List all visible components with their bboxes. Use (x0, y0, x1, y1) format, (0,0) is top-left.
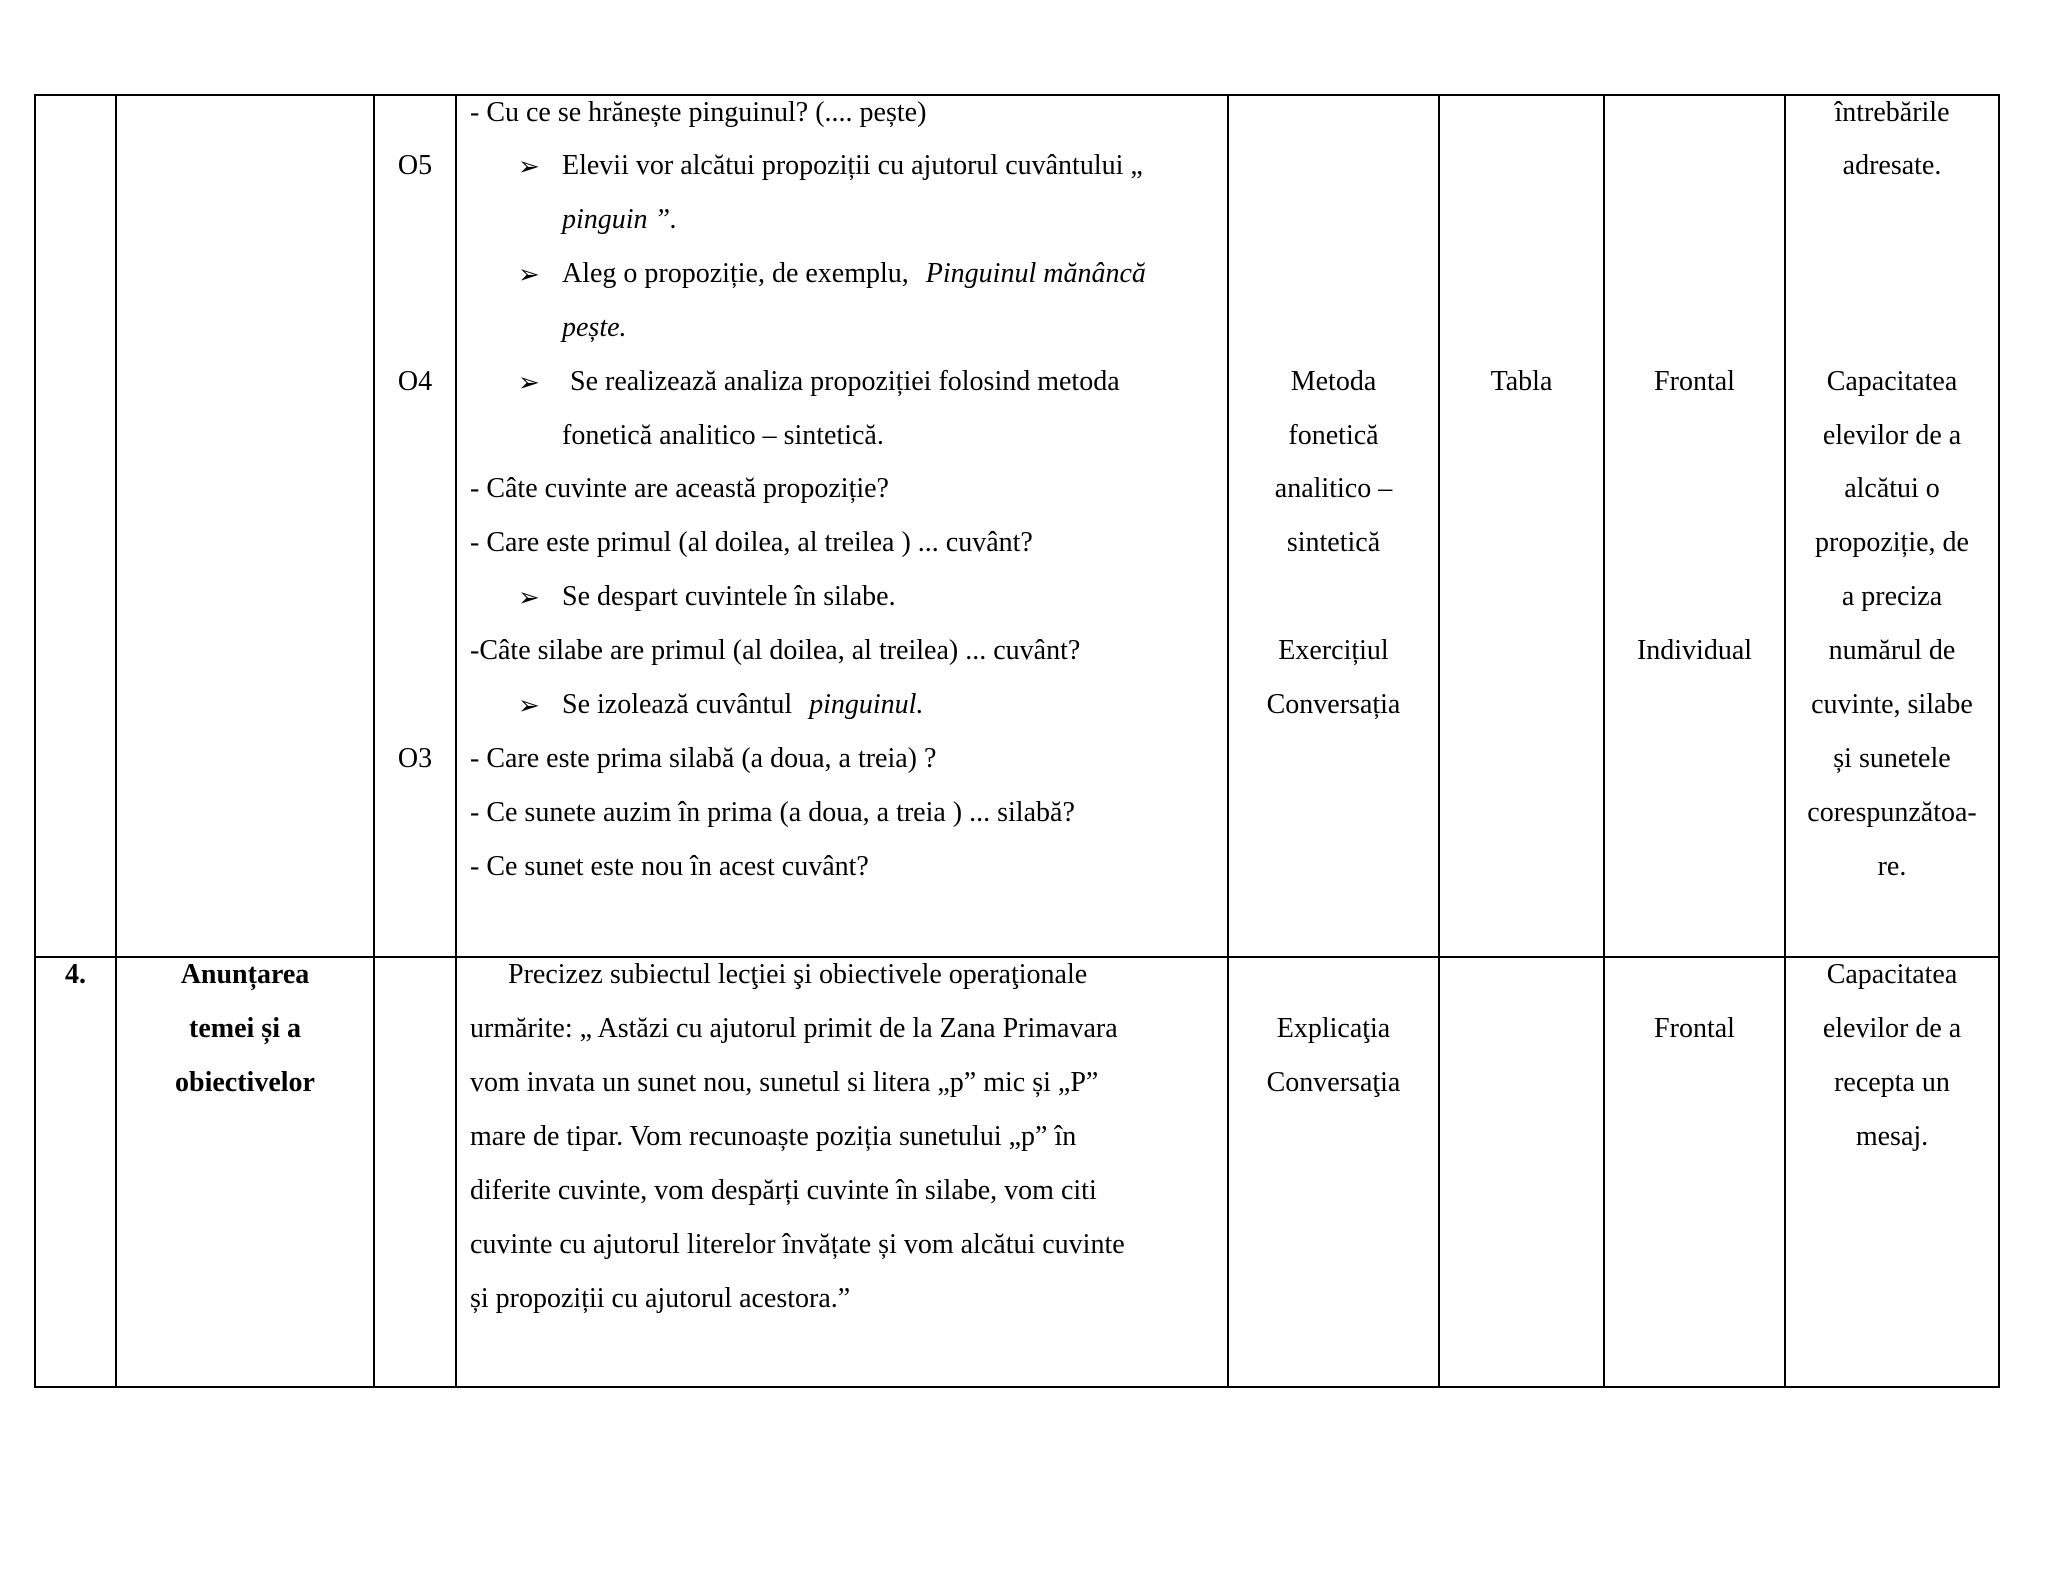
organization-label: Frontal (1654, 1013, 1735, 1044)
activity-text: Aleg o propoziție, de exemplu, (562, 258, 909, 289)
example-sentence: Pinguinul mănâncă (925, 258, 1146, 289)
question-line: - Cu ce se hrănește pinguinul? (.... pește) (470, 97, 927, 128)
column-border (115, 94, 117, 1388)
objective-code: O4 (397, 366, 433, 397)
arrowhead-bullet-icon: ➢ (518, 368, 540, 398)
evaluation-text: alcătui o (1844, 473, 1940, 504)
organization-label: Individual (1636, 635, 1753, 666)
content-paragraph-line: cuvinte cu ajutorul literelor învățate și vom alcătui cuvinte (470, 1229, 1125, 1260)
question-line: - Care este primul (al doilea, al treilea ) ... cuvânt? (470, 527, 1033, 558)
arrowhead-bullet-icon: ➢ (518, 260, 540, 290)
evaluation-text: elevilor de a (1822, 1013, 1962, 1044)
content-paragraph-line: Precizez subiectul lecţiei şi obiectivele operaţionale (508, 959, 1088, 990)
activity-line (562, 255, 1146, 293)
activity-line: Elevii vor alcătui propoziții cu ajutorul cuvântului „ (562, 150, 1143, 181)
lesson-stage: temei și a (189, 1013, 301, 1044)
content-paragraph-line: și propoziții cu ajutorul acestora.” (470, 1283, 851, 1314)
table-bottom-border (34, 1386, 2000, 1388)
question-line: - Care este prima silabă (a doua, a treia) ? (470, 743, 937, 774)
arrowhead-bullet-icon: ➢ (518, 152, 540, 182)
activity-text: Se izolează cuvântul (562, 689, 793, 720)
evaluation-text: cuvinte, silabe (1811, 689, 1973, 720)
lesson-stage: obiectivelor (175, 1067, 315, 1098)
arrowhead-bullet-icon: ➢ (518, 583, 540, 613)
evaluation-text: adresate. (1842, 150, 1942, 181)
column-border (1998, 94, 2000, 1388)
activity-line: pinguin ”. (562, 204, 678, 235)
column-border (1438, 94, 1440, 1388)
evaluation-text: corespunzătoa- (1807, 797, 1977, 828)
evaluation-text: propoziție, de (1815, 527, 1969, 558)
activity-line: fonetică analitico – sintetică. (562, 420, 884, 451)
resource-label: Tabla (1490, 366, 1553, 397)
evaluation-text: Capacitatea (1826, 366, 1958, 397)
question-line: - Ce sunete auzim în prima (a doua, a treia ) ... silabă? (470, 797, 1075, 828)
column-border (34, 94, 36, 1388)
evaluation-text: Capacitatea (1826, 959, 1958, 990)
activity-line: Se despart cuvintele în silabe. (562, 581, 896, 612)
method-label: Metoda (1290, 366, 1377, 397)
activity-line: Se realizează analiza propoziției folosind metoda (570, 366, 1120, 397)
method-label: sintetică (1286, 527, 1381, 558)
example-sentence: pește. (562, 312, 627, 343)
method-label: analitico – (1274, 473, 1393, 504)
method-label: Explicaţia (1276, 1013, 1391, 1044)
column-border (1603, 94, 1605, 1388)
content-paragraph-line: mare de tipar. Vom recunoaște poziția sunetului „p” în (470, 1121, 1077, 1152)
evaluation-text: recepta un (1834, 1067, 1950, 1098)
evaluation-text: a preciza (1841, 581, 1943, 612)
method-label: Exercițiul (1278, 635, 1389, 666)
content-paragraph-line: diferite cuvinte, vom despărți cuvinte în silabe, vom citi (470, 1175, 1097, 1206)
column-border (1227, 94, 1229, 1388)
organization-label: Frontal (1654, 366, 1735, 397)
question-line: - Ce sunet este nou în acest cuvânt? (470, 851, 869, 882)
evaluation-text: re. (1877, 851, 1907, 882)
column-border (455, 94, 457, 1388)
table-top-border (34, 94, 2000, 96)
content-paragraph-line: vom invata un sunet nou, sunetul si litera „p” mic și „P” (470, 1067, 1099, 1098)
arrowhead-bullet-icon: ➢ (518, 691, 540, 721)
objective-code: O3 (397, 743, 433, 774)
method-label: Conversația (1266, 689, 1401, 720)
isolated-word: pinguinul. (809, 689, 924, 720)
row-number: 4. (65, 959, 86, 990)
lesson-stage: Anunțarea (180, 959, 310, 990)
evaluation-text: întrebările (1834, 97, 1950, 128)
activity-line (562, 686, 923, 724)
method-label: fonetică (1288, 420, 1379, 451)
question-line: - Câte cuvinte are această propoziție? (470, 473, 889, 504)
question-line: -Câte silabe are primul (al doilea, al treilea) ... cuvânt? (470, 635, 1081, 666)
content-paragraph-line: urmărite: „ Astăzi cu ajutorul primit de la Zana Primavara (470, 1013, 1118, 1044)
evaluation-text: mesaj. (1855, 1121, 1929, 1152)
evaluation-text: elevilor de a (1822, 420, 1962, 451)
method-label: Conversaţia (1266, 1067, 1401, 1098)
evaluation-text: numărul de (1828, 635, 1956, 666)
objective-code: O5 (397, 150, 433, 181)
evaluation-text: și sunetele (1833, 743, 1951, 774)
